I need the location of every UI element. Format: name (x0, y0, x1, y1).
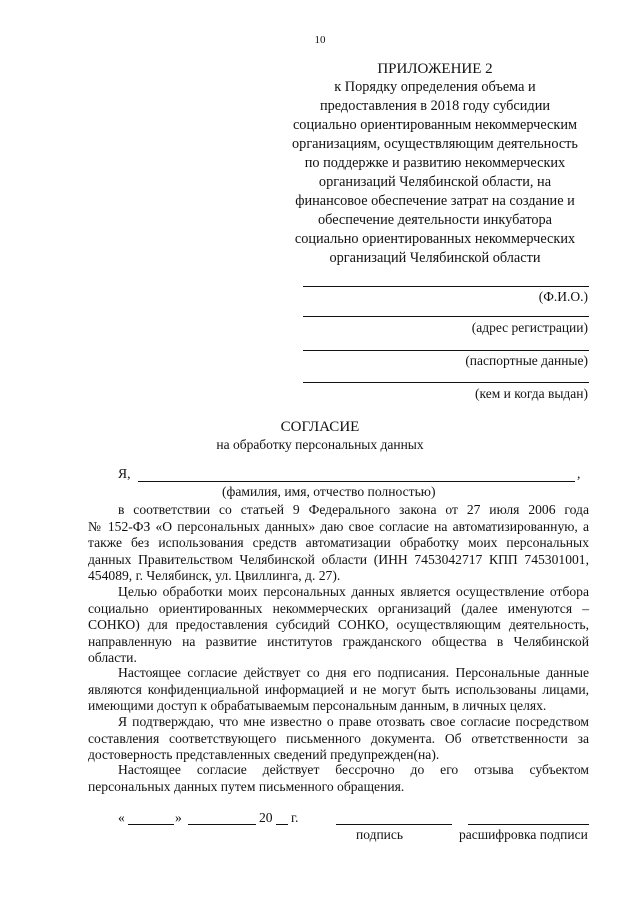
paragraph-line: СОНКО) для предоставления субсидий СОНКО, осуществляющим деятельность, (88, 617, 589, 632)
paragraph-line: персональных данных путем письменного обращения. (88, 778, 405, 794)
fio-label: (Ф.И.О.) (538, 289, 588, 304)
issued-label: (кем и когда выдан) (475, 386, 588, 401)
consent-paragraph-3-first-line (118, 665, 589, 682)
consent-paragraph-2 (88, 601, 589, 667)
issued-field-line[interactable] (303, 382, 589, 383)
consent-paragraph-5 (88, 779, 589, 796)
address-field-line[interactable] (303, 316, 589, 317)
date-day-field[interactable] (128, 824, 174, 825)
paragraph-line: социально ориентированных некоммерческих организаций (далее именуются – (88, 600, 589, 616)
address-label: (адрес регистрации) (471, 320, 588, 335)
paragraph-line: области. (88, 650, 137, 665)
signature-field-line[interactable] (336, 824, 452, 825)
consent-paragraph-4 (88, 731, 589, 764)
signature-decode-field-line[interactable] (468, 824, 589, 825)
consent-paragraph-1-first-line (118, 502, 589, 519)
full-name-caption: (фамилия, имя, отчество полностью) (222, 484, 436, 499)
appendix-line: социально ориентированным некоммерческим (292, 117, 578, 133)
paragraph-line: в соответствии со статьей 9 Федерального закона от 27 июля 2006 года (118, 502, 589, 517)
signature-label: подпись (356, 827, 404, 842)
paragraph-line: составления соответствующего письменного документа. Об ответственности за (88, 730, 589, 746)
i-suffix: , (577, 466, 581, 481)
fio-field-line[interactable] (303, 286, 589, 287)
appendix-line: к Порядку определения объема и (334, 79, 536, 95)
appendix-line: социально ориентированных некоммерческих (294, 231, 576, 247)
paragraph-line: Целью обработки моих персональных данных является осуществление отбора (118, 584, 589, 599)
date-year-suffix: г. (291, 810, 299, 825)
full-name-field-line[interactable] (138, 481, 575, 482)
paragraph-line: являются конфиденциальной информацией и не могут быть использованы лицами, (88, 681, 589, 697)
page-number: 10 (314, 34, 326, 46)
consent-paragraph-3 (88, 682, 589, 715)
consent-paragraph-5-first-line (118, 762, 589, 779)
date-close-quote: » (175, 810, 182, 825)
paragraph-line: также без использования средств автоматизации обработку моих персональных (88, 535, 589, 550)
consent-paragraph-1 (88, 519, 589, 585)
appendix-title: ПРИЛОЖЕНИЕ 2 (377, 61, 493, 77)
appendix-line: организаций Челябинской области (329, 250, 541, 266)
i-prefix: Я, (118, 466, 131, 481)
date-open-quote: « (118, 810, 125, 825)
paragraph-line: Настоящее согласие действует со дня его подписания. Персональные данные (118, 665, 589, 680)
paragraph-line: № 152-ФЗ «О персональных данных» даю свое согласие на автоматизированную, а (88, 518, 589, 534)
appendix-line: обеспечение деятельности инкубатора (317, 212, 553, 228)
consent-subheading: на обработку персональных данных (216, 437, 424, 452)
consent-heading: СОГЛАСИЕ (280, 419, 360, 435)
paragraph-line: направленную на развитие институтов гражданского общества в Челябинской (88, 633, 589, 649)
appendix-line: организациям, осуществляющим деятельность (292, 136, 578, 152)
paragraph-line: имеющими доступ к обрабатываемым персональным данным, в личных целях. (88, 698, 547, 713)
paragraph-line: данных Правительством Челябинской области (ИНН 7453042717 КПП 745301001, (88, 551, 589, 567)
paragraph-line: Я подтверждаю, что мне известно о праве отозвать свое согласие посредством (118, 714, 589, 729)
paragraph-line: 454089, г. Челябинск, ул. Цвиллинга, д. 27). (88, 568, 341, 583)
appendix-line: по поддержке и развитию некоммерческих (304, 155, 566, 171)
signature-decode-label: расшифровка подписи (459, 827, 588, 842)
appendix-line: организаций Челябинской области, на (318, 174, 552, 190)
appendix-line: финансовое обеспечение затрат на создание и (295, 193, 575, 209)
date-year-prefix: 20 (259, 810, 273, 825)
consent-paragraph-2-first-line (118, 584, 589, 601)
date-year-field[interactable] (276, 824, 288, 825)
date-month-field[interactable] (188, 824, 256, 825)
paragraph-line: Настоящее согласие действует бессрочно до его отзыва субъектом (118, 762, 589, 777)
appendix-line: предоставления в 2018 году субсидии (319, 98, 551, 114)
passport-field-line[interactable] (303, 350, 589, 351)
paragraph-line: достоверность представленных сведений предупрежден(на). (88, 747, 440, 762)
consent-paragraph-4-first-line (118, 714, 589, 731)
appendix-header (268, 60, 602, 268)
passport-label: (паспортные данные) (465, 353, 588, 368)
